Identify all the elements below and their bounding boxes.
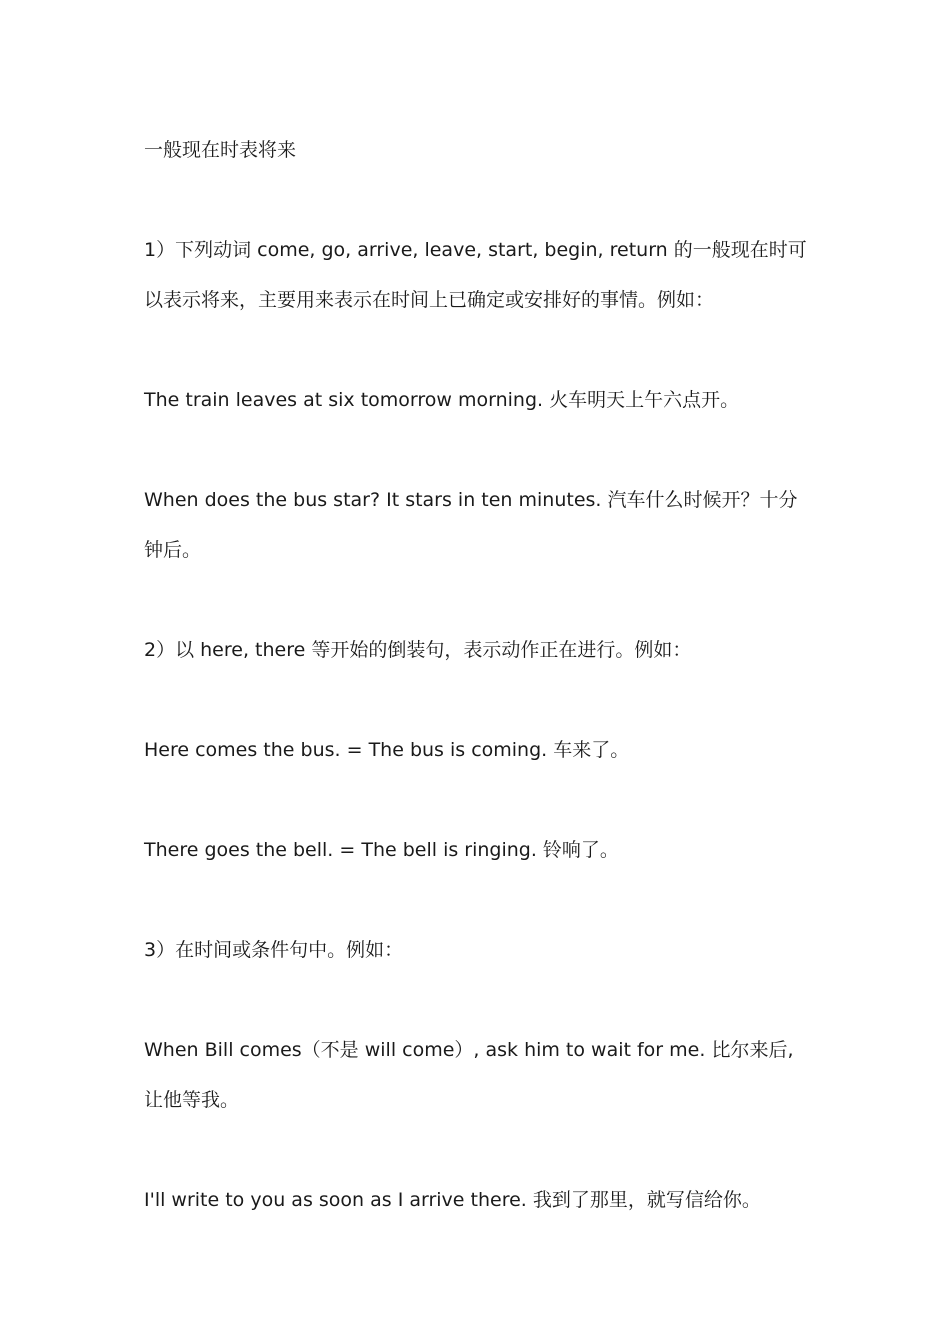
spacer [144,975,812,1025]
example-train: The train leaves at six tomorrow morning. 火车明天上午六点开。 [144,389,740,411]
spacer [144,325,812,375]
rule-3-text: 3）在时间或条件句中。例如： [144,939,404,961]
spacer [144,1125,812,1175]
rule-2-text: 2）以 here, there 等开始的倒装句，表示动作正在进行。例如： [144,639,692,661]
example-write-to-you: I'll write to you as soon as I arrive there. 我到了那里，就写信给你。 [144,1189,761,1211]
spacer [144,875,812,925]
spacer [144,575,812,625]
document-body [144,125,812,1225]
example-there-goes: There goes the bell. = The bell is ringing. 铃响了。 [144,839,619,861]
document-title: 一般现在时表将来 [144,139,297,161]
example-bus: When does the bus star? It stars in ten minutes. 汽车什么时候开？十分钟后。 [144,489,798,561]
example-here-comes: Here comes the bus. = The bus is coming. 车来了。 [144,739,630,761]
spacer [144,775,812,825]
rule-1-text: 1）下列动词 come, go, arrive, leave, start, begin, return 的一般现在时可以表示将来，主要用来表示在时间上已确定或安排好的事情。例如： [144,239,807,311]
example-bill-comes: When Bill comes（不是 will come）, ask him to wait for me. 比尔来后, 让他等我。 [144,1039,794,1111]
spacer [144,425,812,475]
spacer [144,175,812,225]
spacer [144,675,812,725]
